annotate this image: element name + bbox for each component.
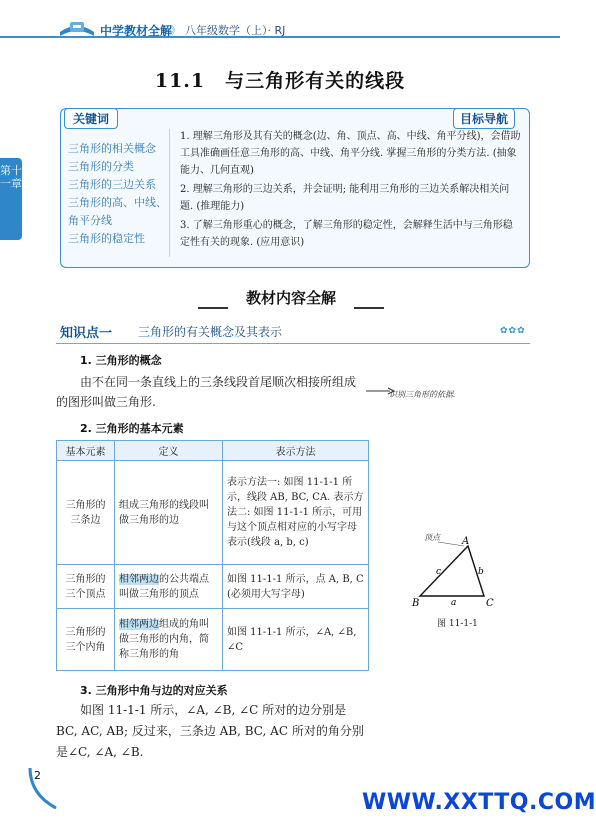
note-pointer-line [438,542,464,546]
chapter-side-tab: 第十一章 [0,158,22,240]
table-header: 定义 [115,441,223,461]
s2-title: 2. 三角形的基本元素 [80,422,184,435]
content-heading-text: 教材内容全解 [245,289,336,307]
flower-rating-icon: ✿✿✿ [500,326,526,336]
s1-title: 1. 三角形的概念 [80,354,162,367]
table-row [57,609,369,671]
figure-handwritten-note: 顶点 [424,533,440,542]
vertex-label-C: C [486,598,494,609]
knowledge-point-title: 三角形的有关概念及其表示 [138,325,283,339]
handwritten-note: 识别三角形的依据. [389,390,456,399]
s1-body: 由不在同一条直线上的三条线段首尾顺次相接所组成的图形叫做三角形. [56,375,357,409]
table-cell-method: 如图 11-1-1 所示，∠A, ∠B, ∠C [223,609,369,671]
side-label-c: c [436,567,442,577]
book-stack-logo-icon [58,16,96,40]
highlight-mark: 相邻两边 [119,619,159,630]
elements-table [56,440,369,671]
watermark: WWW.XXTTQ.COM [362,790,596,815]
page-number: 2 [34,769,41,782]
heading-rule-left [198,307,228,309]
s3-title: 3. 三角形中角与边的对应关系 [80,684,228,697]
table-row [57,565,369,609]
keyword-item: 角平分线 [68,214,112,227]
page-corner-decoration [26,760,70,810]
header-book-title: 八年级数学（上）· RJ [185,24,286,37]
table-cell-element: 三角形的三条边 [57,461,115,565]
table-row [57,461,369,565]
content-heading [200,287,382,308]
keywords-list [68,140,172,248]
table-cell-method: 表示方法一: 如图 11-1-1 所示，线段 AB, BC, CA. 表示方法二: 如图 11-1-1 所示，可用与这个顶点相对应的小写字母表示(线段 a, b, c) [223,461,369,565]
highlight-mark: 相邻两边 [119,573,159,585]
keyword-item: 三角形的高、中线、 [68,196,167,209]
keyword-item: 三角形的相关概念 [68,142,156,155]
knowledge-point-bar [56,322,530,344]
vertex-label-B: B [412,598,420,609]
triangle-shape [420,546,484,596]
table-cell-definition [115,565,223,609]
table-header-row [57,441,369,461]
vertex-label-A: A [462,536,470,547]
header-separator: 》 [170,24,181,37]
keywords-label: 关键词 [64,108,118,129]
keyword-item: 三角形的分类 [68,160,134,173]
figure-caption: 图 11-1-1 [437,619,478,629]
table-cell-element: 三角形的三个顶点 [57,565,115,609]
definition-text: 的公共端点叫做三角形的顶点 [119,573,209,600]
heading-rule-right [354,307,384,309]
goals-label: 目标导航 [453,108,515,129]
side-label-a: a [451,598,457,608]
table-cell-element: 三角形的三个内角 [57,609,115,671]
table-header: 基本元素 [57,441,115,461]
goal-item: 1. 理解三角形及其有关的概念(边、角、顶点、高、中线、角平分线)，会借助工具准确画任意三角形的高、中线、角平分线. 掌握三角形的分类方法. (抽象能力、几何直观) [180,131,521,176]
section-title: 11.1 与三角形有关的线段 [154,70,406,92]
side-label-b: b [478,567,484,577]
keyword-item: 三角形的三边关系 [68,178,156,191]
header-series-title: 中学教材全解 [100,24,173,38]
goal-item: 2. 理解三角形的三边关系，并会证明; 能利用三角形的三边关系解决相关问题. (推理能力) [180,184,510,212]
table-cell-method: 如图 11-1-1 所示，点 A, B, C (必须用大写字母) [223,565,369,609]
knowledge-point-label: 知识点一 [60,326,113,341]
table-cell-definition [115,609,223,671]
s3-body: 如图 11-1-1 所示，∠A, ∠B, ∠C 所对的边分别是 BC, AC, AB; 反过来，三条边 AB, BC, AC 所对的角分别是∠C, ∠A, ∠B. [56,703,364,759]
definition-text: 组成的角叫做三角形的内角，简称三角形的角 [119,619,209,660]
table-cell-definition: 组成三角形的线段叫做三角形的边 [115,461,223,565]
keyword-item: 三角形的稳定性 [68,232,145,245]
goal-item: 3. 了解三角形重心的概念，了解三角形的稳定性，会解释生活中与三角形稳定性有关的现象. (应用意识) [180,220,513,248]
goals-list [180,128,522,253]
table-header: 表示方法 [223,441,369,461]
